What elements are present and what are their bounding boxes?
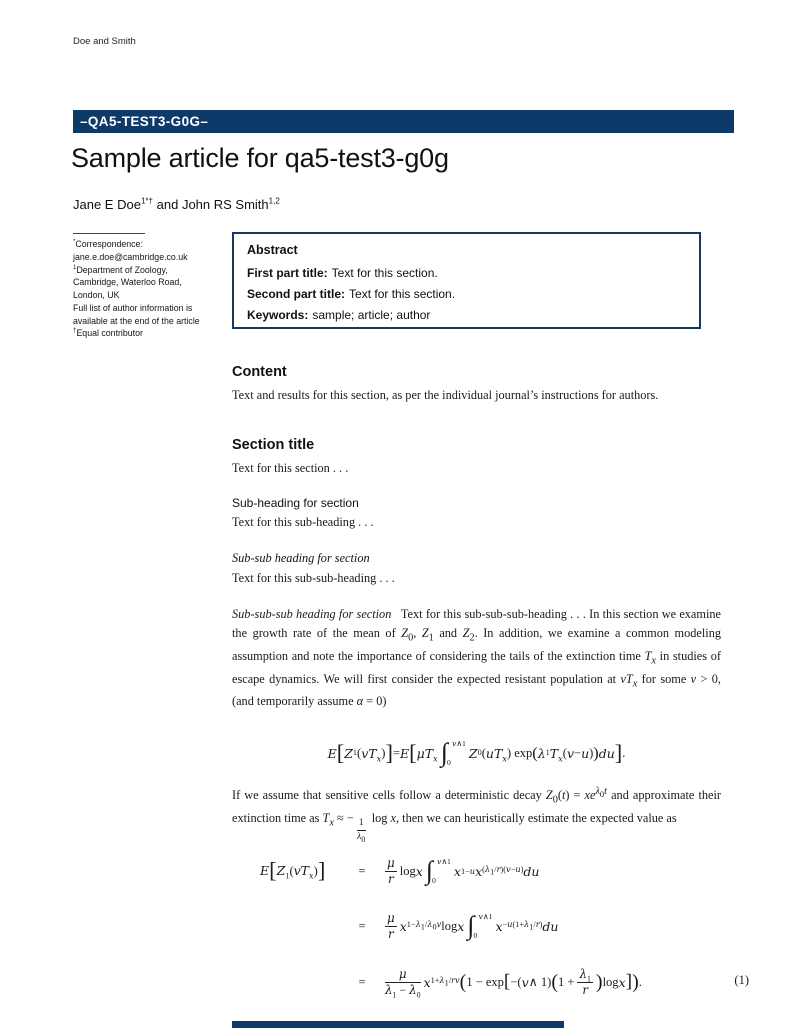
- paragraph-subsection: Text for this sub-heading . . .: [232, 515, 374, 529]
- equation-line-1: [260, 850, 749, 892]
- equation-lhs: $E[Z_1(vT_x)]$: [260, 857, 326, 883]
- heading-subsection: Sub-heading for section: [232, 496, 359, 510]
- equation-rhs-1: $\frac{\mu}{r}$ log x ∫ v∧1 0 x 1−u x $(\lambda_1/r)(v-u)$ du: [387, 855, 540, 886]
- correspondence-block: *Correspondence: jane.e.doe@cambridge.co.uk $^1$Department of Zoology, Cambridge, Waterloo Road, London, UK Full list of author information is available at the end of the article †Equal contributor: [73, 238, 200, 339]
- heading-content: Content: [232, 364, 287, 380]
- abstract-heading: Abstract: [247, 243, 298, 257]
- abstract-row-second-part: [247, 287, 686, 301]
- paragraph-section: Text for this section . . .: [232, 461, 349, 475]
- heading-section-title: Section title: [232, 437, 315, 453]
- abstract-row-label: Second part title:: [247, 287, 346, 301]
- abstract-row-first-part: [247, 266, 686, 280]
- paragraph-subsubsection: Text for this sub-sub-heading . . .: [232, 571, 395, 585]
- abstract-row-text: Text for this section.: [331, 266, 438, 280]
- abstract-row-label: Keywords:: [247, 308, 309, 322]
- abstract-row-label: First part title:: [247, 266, 328, 280]
- footnote-rule: [73, 233, 145, 234]
- equals-sign: =: [358, 918, 366, 933]
- abstract-box: [232, 232, 701, 329]
- abstract-row-keywords: [247, 308, 686, 322]
- equation-rhs-2: $\frac{\mu}{r}$ x $1-\lambda_1/\lambda_0v$ log x ∫ v∧1 0 x $-u(1+\lambda_1/r)$ du: [387, 910, 559, 941]
- paragraph-content: Text and results for this section, as per the individual journal’s instructions for authors.: [232, 388, 659, 402]
- equation-number: (1): [734, 973, 749, 987]
- banner-label: –QA5-TEST3-G0G–: [80, 114, 209, 129]
- heading-subsubsection: Sub-sub heading for section: [232, 551, 370, 565]
- article-type-banner: [73, 110, 734, 133]
- display-equation: E [ Z 1 ( $vT_x$ ) ] = E [ $\mu T_x$ ∫ v∧1 0 Z 0 ( $uT_x$ ) exp ( λ 1 $T_x$ ( v − u ) ) du ] .: [327, 738, 626, 767]
- page-bottom-bar: [232, 1021, 564, 1028]
- abstract-row-text: Text for this section.: [349, 287, 456, 301]
- paragraph-run-in-heading: Sub-sub-sub heading for section Text for this sub-sub-sub-heading . . . In this section we examine the growth rate of the mean of $Z_0$, $Z_1$ and $Z_2$. In addition, we examine a common modeling assumption and note the importance of considering the tails of the extinction time $T_x$ in studies of escape dynamics. We will first consider the expected resistant population at $vT_x$ for some v > 0, (and temporarily assume α = 0): [232, 607, 721, 709]
- equation-line-3: [260, 960, 749, 1004]
- abstract-row-text: sample; article; author: [312, 308, 431, 322]
- equals-sign: =: [358, 974, 366, 989]
- article-title: Sample article for qa5-test3-g0g: [71, 143, 449, 173]
- running-head: Doe and Smith: [73, 36, 136, 47]
- authors-line: Jane E Doe$^{1*\dagger}$ and John RS Smith$^{1,2}$: [73, 196, 280, 212]
- equation-line-2: [260, 905, 749, 947]
- equals-sign: =: [358, 863, 366, 878]
- aligned-equation-block: [232, 850, 749, 1004]
- paragraph-assumption: If we assume that sensitive cells follow a deterministic decay $Z_0(t) = xe^{\lambda_0t}$ and approximate their extinction time as $T_x$ ≈ − $\frac{1}{\lambda_0}$ log x, then we can heuristically estimate the expected value as: [232, 786, 721, 844]
- equation-rhs-3: $\frac{\mu}{\lambda_1 - \lambda_0}$ x $1+\lambda_1/rv$ ( 1 − exp [ −( v ∧ 1) ( 1 + $\frac{\lambda_1}{r}$ ) log x ] ) .: [385, 966, 642, 999]
